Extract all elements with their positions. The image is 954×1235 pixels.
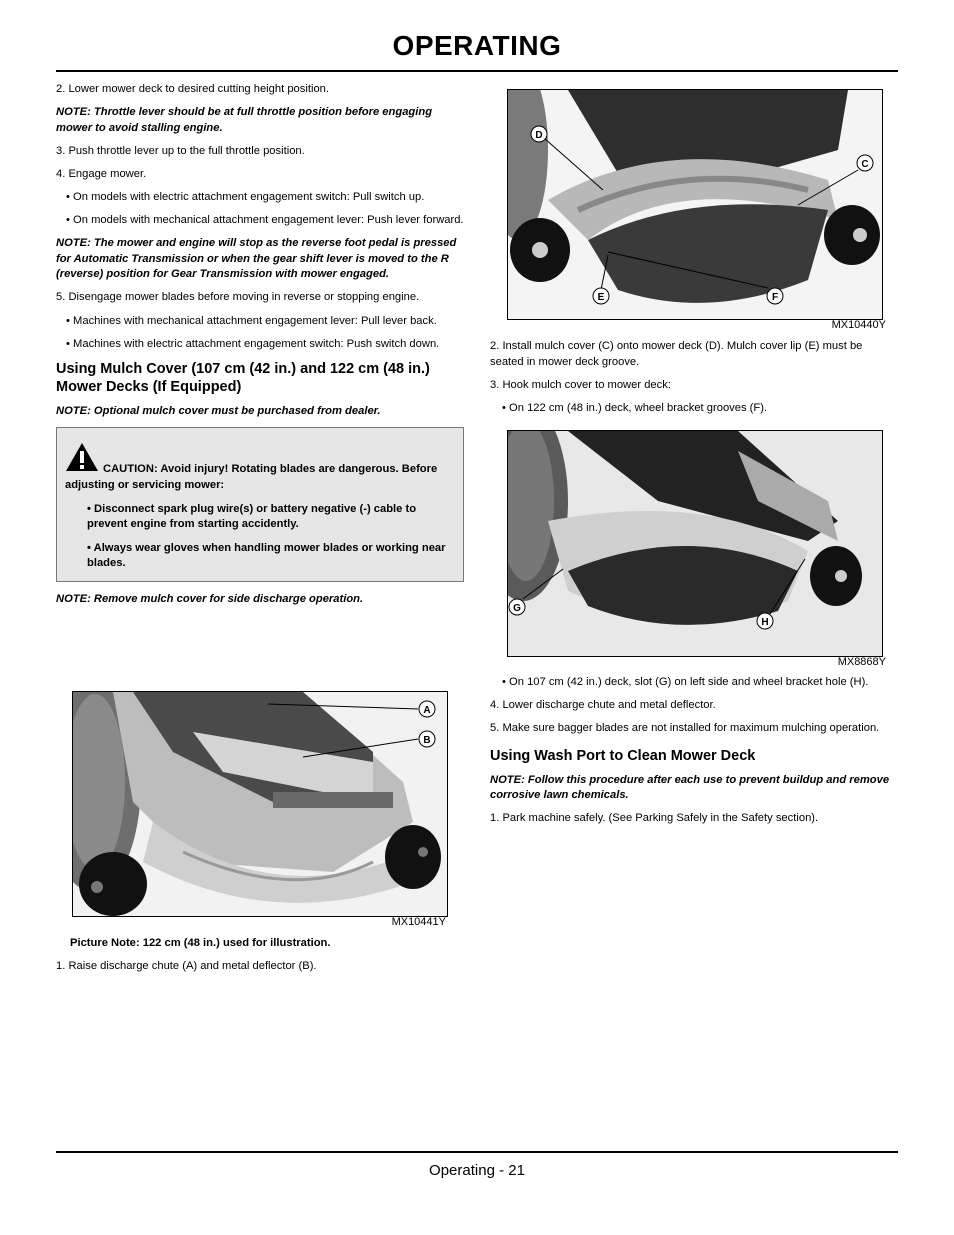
section-heading-mulch: Using Mulch Cover (107 cm (42 in.) and 122 cm (48 in.) Mower Decks (If Equipped): [56, 360, 430, 395]
right-column-top: [490, 339, 898, 424]
page-number: Operating - 21: [429, 1162, 525, 1179]
callout-e: E: [597, 292, 605, 303]
step-lower-chute: 4. Lower discharge chute and metal deflector.: [490, 699, 716, 712]
mulch-cover-illustration: [508, 90, 882, 319]
step-install-cover: 2. Install mulch cover (C) onto mower deck (D). Mulch cover lip (E) must be seated in mower deck groove.: [490, 340, 863, 368]
callout-d: D: [535, 130, 543, 141]
caution-item: [65, 541, 455, 572]
callout-c: C: [861, 159, 869, 170]
caution-item-text: Always wear gloves when handling mower blades or working near blades.: [87, 541, 446, 570]
deck-42-illustration: [508, 431, 882, 656]
note-reverse: NOTE: The mower and engine will stop as the reverse foot pedal is pressed for Automatic Transmission or when the gear shift lever is moved to the R (reverse) position for Gear Transmission with mower engaged.: [56, 237, 457, 281]
bullet-mechanical-disengage: [56, 314, 464, 330]
step-park: 1. Park machine safely. (See Parking Safely in the Safety section).: [490, 812, 819, 825]
note-optional: NOTE: Optional mulch cover must be purchased from dealer.: [56, 404, 381, 417]
bullet-42-deck: [490, 675, 898, 691]
bullet-text: Machines with mechanical attachment engagement lever: Pull lever back.: [73, 314, 437, 327]
note-wash: NOTE: Follow this procedure after each use to prevent buildup and remove corrosive lawn chemicals.: [490, 773, 890, 802]
figure-42-deck: [507, 430, 883, 657]
page-title: OPERATING: [392, 30, 562, 61]
section-heading-wash-port: Using Wash Port to Clean Mower Deck: [490, 747, 756, 764]
mower-deck-illustration: [73, 692, 447, 916]
callout-f: F: [771, 292, 779, 303]
note-throttle: NOTE: Throttle lever should be at full throttle position before engaging mower to avoid stalling engine.: [56, 106, 433, 134]
picture-note: Picture Note: 122 cm (48 in.) used for illustration.: [70, 937, 331, 949]
figure-mulch-chute: [72, 691, 448, 917]
step-bagger-blades: 5. Make sure bagger blades are not installed for maximum mulching operation.: [490, 722, 880, 735]
bullet-text: On models with mechanical attachment engagement lever: Push lever forward.: [73, 214, 464, 227]
figure-id: MX10441Y: [391, 916, 446, 928]
bullet-text: On 122 cm (48 in.) deck, wheel bracket grooves (F).: [509, 401, 768, 414]
step-engage: 4. Engage mower.: [56, 167, 147, 180]
caution-box: [56, 427, 464, 582]
caution-lead: [65, 442, 455, 493]
bullet-text: On models with electric attachment engagement switch: Pull switch up.: [73, 190, 425, 203]
figure-id: MX8868Y: [837, 656, 886, 668]
header-rule: [56, 70, 898, 72]
callout-b: B: [423, 735, 431, 746]
note-remove-mulch: NOTE: Remove mulch cover for side discharge operation.: [56, 592, 364, 605]
figure-install-mulch-cover: [507, 89, 883, 320]
step-hook-cover: 3. Hook mulch cover to mower deck:: [490, 378, 671, 391]
bullet-electric-engage: [56, 190, 464, 206]
step-disengage: 5. Disengage mower blades before moving in reverse or stopping engine.: [56, 291, 420, 304]
callout-h: H: [761, 617, 769, 628]
callout-g: G: [513, 603, 521, 614]
step-throttle: 3. Push throttle lever up to the full throttle position.: [56, 144, 305, 157]
step-raise-chute: 1. Raise discharge chute (A) and metal deflector (B).: [56, 960, 317, 973]
callout-a: A: [423, 705, 431, 716]
left-column: [56, 82, 464, 615]
bullet-mechanical-engage: [56, 213, 464, 229]
bullet-electric-disengage: [56, 337, 464, 353]
step-lower-deck: 2. Lower mower deck to desired cutting height position.: [56, 83, 330, 95]
footer-rule: [56, 1151, 898, 1153]
right-column-bottom: [490, 675, 898, 835]
caution-item: [65, 502, 455, 533]
bullet-text: Machines with electric attachment engagement switch: Push switch down.: [73, 337, 440, 350]
warning-triangle-icon: [65, 442, 99, 478]
bullet-48-deck: [490, 401, 898, 417]
caution-text: CAUTION: Avoid injury! Rotating blades are dangerous. Before adjusting or servicing mower:: [65, 463, 438, 491]
figure-id: MX10440Y: [831, 319, 886, 331]
bullet-text: On 107 cm (42 in.) deck, slot (G) on left side and wheel bracket hole (H).: [509, 676, 869, 688]
caution-item-text: Disconnect spark plug wire(s) or battery negative (-) cable to prevent engine from starting accidently.: [87, 502, 417, 531]
left-column-bottom: [56, 936, 464, 982]
